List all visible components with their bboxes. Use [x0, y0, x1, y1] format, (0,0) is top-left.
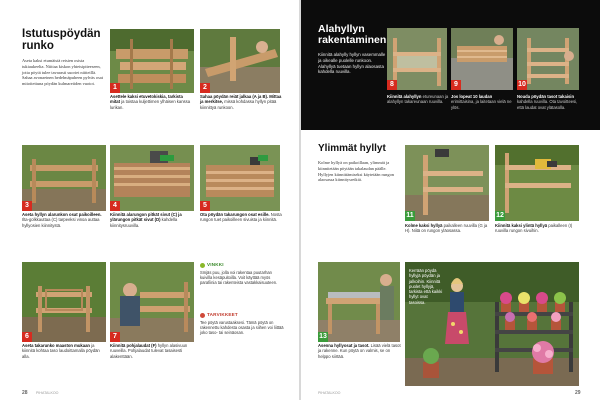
step-number-6: 6 — [22, 332, 32, 342]
tip-label: VINKKI — [207, 262, 224, 267]
step-photo-1 — [110, 29, 194, 93]
step-number-9: 9 — [451, 80, 461, 90]
step-photo-9 — [451, 28, 513, 90]
step-photo-2 — [200, 29, 280, 93]
caption-text: kahdella ruuvilla. Ota tavoitteesi, että laudat ovat ylätasolla. — [517, 99, 578, 110]
caption-heading: Asenna hyllyosat ja tasot. — [318, 343, 370, 348]
caption-text: hyllyn alasivuun ruuveilla. Pohjalaudat tulevat tasaisesti alakenttään. — [110, 343, 188, 359]
step-number-7: 7 — [110, 332, 120, 342]
step-caption-8 — [387, 94, 449, 105]
step-caption-6 — [22, 343, 106, 359]
caption-text: ja toistaa kuljettimen ylhäisen kanssa lurikan. — [110, 99, 191, 110]
tip-heading — [200, 312, 284, 318]
step-number-12: 12 — [496, 212, 504, 219]
tip-text: Smjäs puu, jolla voi rakentaa puutarhan kuivilla kesäpuitoilla. Voit käyttää myös parafiinia tai rakenteista vastakkaisuuteen. — [200, 270, 278, 286]
caption-text: Ilta-golkkauttaa (C) tarpeeksi vinoa auttaa hyllyosien kiinnitystä. — [22, 217, 100, 228]
step-caption-3 — [22, 212, 106, 228]
step-number-1: 1 — [110, 83, 120, 93]
page-title: Istutuspöydän runko — [22, 28, 101, 52]
step-caption-11 — [405, 223, 491, 234]
step-number-5: 5 — [200, 201, 210, 211]
step-caption-9 — [451, 94, 513, 110]
footer-label: PIHATALKOO — [318, 391, 341, 395]
caption-heading: Kiinnitä kaksi ylintä hyllyä — [495, 223, 548, 228]
finished-table-photo — [405, 262, 579, 386]
step-number-4: 4 — [110, 201, 120, 211]
caption-heading: Ota pöydän takarungon osat esille. — [200, 212, 270, 217]
step-photo-11 — [405, 145, 489, 221]
photo-overlay-text: Kerrään pöydä hyllyjä pöydän ja jalkoihin. Kiinnitä puolet hyllyjä, tarkista että kaikki hyllyt ovat tasoissa. — [409, 268, 443, 305]
caption-text: Nosta rungon tuet paikoilleen sivuista ja kiinnitä. — [200, 212, 282, 223]
tip-bullet-icon — [200, 313, 205, 318]
step-photo-6 — [22, 262, 106, 342]
caption-heading: Kolme kaksi hyllyä — [405, 223, 443, 228]
caption-heading: Nouda pöydän tasot takaisin — [517, 94, 575, 99]
step-caption-13 — [318, 343, 402, 359]
page-number: 28 — [22, 390, 28, 396]
section-title-top: Alahyllyn rakentaminen — [318, 23, 387, 46]
footer-label: PIHATALKOO — [36, 391, 59, 395]
tip-heading — [200, 262, 284, 268]
intro-text: Aseta kaksi etumäistä reisien osista tukiaukeelta. Niittaa kiskon yhteisipiteeseen, jotta pöytä tulee tavarasti suoriet niitteillä. Sahaa avonaeinen hedelmäpuheen pylväs osat mitoitettuna pöydän kulmareiiden vuotot. — [22, 58, 103, 87]
tip-box-tarvikkeet — [200, 312, 284, 336]
step-photo-7 — [110, 262, 194, 342]
step-number-3: 3 — [22, 201, 32, 211]
caption-heading: Asettele kaksi etuvetokiskia, tarkista mitat — [110, 94, 183, 105]
page-number: 29 — [575, 390, 581, 396]
caption-heading: Kiinnitä alahyllyn — [387, 94, 422, 99]
section-intro-top: Kiinnitä alahylly hyllyn vasemmalle ja oikealle puolelle runkoon. Alahyllyä tuetaan hyllyn alaosasta kahdella ruuvilla. — [318, 52, 386, 75]
caption-text: etureunaan ja alahyllyn takareunaan ruuvilla. — [387, 94, 449, 105]
tip-text: Tee pöytä varustaaksesi. Tämä pöytä on rakennettu kahdesta osasta ja siihen voi liittää joko taso- tai seinäosan. — [200, 320, 284, 336]
step-caption-7 — [110, 343, 194, 359]
step-photo-13 — [318, 262, 400, 342]
step-number-11: 11 — [406, 212, 414, 219]
step-caption-10 — [517, 94, 581, 110]
caption-heading: Kiinnitä alarungon pitkät sivut (C) ja ylärungon pitkät sivut (D) — [110, 212, 182, 223]
tip-bullet-icon — [200, 263, 205, 268]
step-photo-3 — [22, 145, 106, 211]
step-number-13: 13 — [319, 333, 327, 340]
step-caption-2 — [200, 94, 282, 110]
section-title-mid: Ylimmät hyllyt — [318, 143, 386, 154]
tip-box-vinkki — [200, 262, 284, 286]
caption-text: paikalleen ruuvilla (G ja H). Niitä on rungon yläosassa. — [405, 223, 488, 234]
step-caption-4 — [110, 212, 194, 228]
caption-heading: Sahaa pöydän reiät jalkaa (A ja B). Mittaa ja merkitse, — [200, 94, 282, 105]
tip-label: TARVIKKEET — [207, 312, 238, 317]
caption-text: kahdella kiinnitysruuvilla. — [110, 217, 178, 228]
step-number-2: 2 — [200, 83, 210, 93]
section-intro-mid: Kolme hyllyä on paikoillaan, ylimmät ja kiinnitetään pöytään takalaudan päälle. Hyllyjen kiinnittämiseksi käytetään rungon alaosassa kiinnitysreikiä. — [318, 160, 394, 183]
caption-text: Lisää vielä tasot ja rakenne. Kun pöytä on valmis, se on helppo siirtää. — [318, 343, 401, 359]
step-photo-12 — [495, 145, 579, 221]
step-number-8: 8 — [387, 80, 397, 90]
step-caption-1 — [110, 94, 194, 110]
step-caption-5 — [200, 212, 282, 223]
step-number-10: 10 — [518, 81, 526, 88]
caption-text: paikalleen (I) ruuvilla rungon sivuihin. — [495, 223, 573, 234]
caption-heading: Aseta hyllyn alarunkon osat paikoilleen. — [22, 212, 102, 217]
step-photo-8 — [387, 28, 447, 90]
caption-heading: Jos lopeat 10 laudan — [451, 94, 493, 99]
caption-heading: Kiinnitä pohjalaudat (F) — [110, 343, 157, 348]
caption-text: ja kiinnitä kohtaa taso laudoittamalla pöydän alla. — [22, 343, 100, 359]
caption-heading: Aseta takarunko maaston mukaan — [22, 343, 90, 348]
caption-text: erimittaisina, ja laitetaan vielä ne ylös. — [451, 99, 512, 110]
step-photo-10 — [517, 28, 579, 90]
step-photo-5 — [200, 145, 280, 211]
step-caption-12 — [495, 223, 581, 234]
caption-text: missä kohdassa hyllyn pitää kiinnittyä runkoon. — [200, 99, 277, 110]
step-photo-4 — [110, 145, 194, 211]
